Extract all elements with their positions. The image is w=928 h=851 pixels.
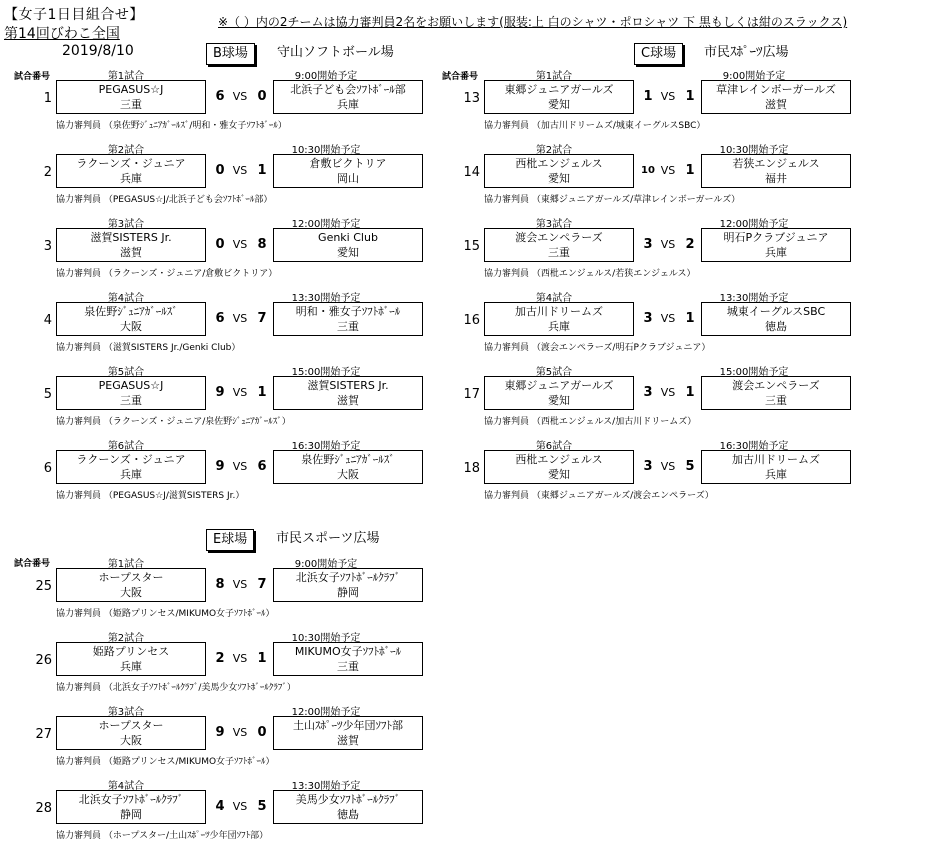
- referee-teams: 協力審判員 （泉佐野ｼﾞｭﾆｱｶﾞｰﾙｽﾞ/明和・雅女子ｿﾌﾄﾎﾞｰﾙ）: [56, 121, 287, 131]
- start-time: 15:00開始予定: [719, 367, 789, 378]
- game-number: 4: [43, 313, 52, 328]
- start-time: 10:30開始予定: [719, 145, 789, 156]
- referee-teams: 協力審判員 （姫路プリンセス/MIKUMO女子ｿﾌﾄﾎﾞｰﾙ）: [56, 757, 275, 767]
- home-team: [56, 450, 206, 484]
- game-number: 14: [463, 165, 480, 180]
- away-team: [273, 790, 423, 824]
- game-title: 第4試合: [107, 781, 145, 792]
- start-time: 16:30開始予定: [291, 441, 361, 452]
- away-team: [701, 228, 851, 262]
- home-team: [484, 80, 634, 114]
- team-name: 草津レインボーガールズ: [716, 83, 836, 96]
- home-score: 6: [215, 311, 225, 326]
- team-prefecture: 兵庫: [765, 246, 787, 259]
- referee-teams: 協力審判員 （西枇エンジェルス/若狭エンジェルス）: [484, 269, 696, 279]
- game-title: 第2試合: [107, 145, 145, 156]
- team-prefecture: 兵庫: [337, 98, 359, 111]
- game-block: [0, 703, 440, 777]
- team-prefecture: 大阪: [337, 468, 359, 481]
- team-prefecture: 滋賀: [337, 734, 359, 747]
- away-team: [273, 716, 423, 750]
- team-name: ラクーンズ・ジュニア: [76, 157, 186, 170]
- vs-label: VS: [232, 238, 248, 251]
- away-team: [273, 80, 423, 114]
- referee-teams: 協力審判員 （加古川ドリームズ/城東イーグルスSBC）: [484, 121, 706, 131]
- home-team: [484, 154, 634, 188]
- team-name: 渡会エンペラーズ: [515, 231, 603, 244]
- away-score: 1: [257, 385, 267, 400]
- team-name: 滋賀SISTERS Jr.: [90, 231, 172, 244]
- game-number: 13: [463, 91, 480, 106]
- game-number: 18: [463, 461, 480, 476]
- venue-name: 市民スポーツ広場: [276, 531, 380, 546]
- away-team: [273, 302, 423, 336]
- home-score: 9: [215, 725, 225, 740]
- away-score: 8: [257, 237, 267, 252]
- team-prefecture: 兵庫: [765, 468, 787, 481]
- game-number: 27: [35, 727, 52, 742]
- game-block: [428, 437, 868, 511]
- away-score: 2: [685, 237, 695, 252]
- game-title: 第4試合: [107, 293, 145, 304]
- home-score: 9: [215, 459, 225, 474]
- team-prefecture: 兵庫: [120, 468, 142, 481]
- game-block: [0, 363, 440, 437]
- home-score: 8: [215, 577, 225, 592]
- home-team: [484, 450, 634, 484]
- team-prefecture: 愛知: [548, 172, 570, 185]
- away-score: 6: [257, 459, 267, 474]
- game-block: [0, 215, 440, 289]
- start-time: 12:00開始予定: [719, 219, 789, 230]
- game-title: 第6試合: [535, 441, 573, 452]
- away-score: 1: [257, 651, 267, 666]
- vs-label: VS: [660, 238, 676, 251]
- team-name: 明石Pクラブジュニア: [723, 231, 829, 244]
- start-time: 10:30開始予定: [291, 633, 361, 644]
- game-title: 第6試合: [107, 441, 145, 452]
- home-team: [56, 302, 206, 336]
- referee-teams: 協力審判員 （渡会エンペラーズ/明石Pクラブジュニア）: [484, 343, 711, 353]
- game-block: [428, 141, 868, 215]
- away-score: 0: [257, 89, 267, 104]
- vs-label: VS: [232, 386, 248, 399]
- away-score: 0: [257, 725, 267, 740]
- referee-teams: 協力審判員 （西枇エンジェルス/加古川ドリームズ）: [484, 417, 697, 427]
- away-team: [273, 642, 423, 676]
- home-team: [56, 376, 206, 410]
- team-name: 倉敷ビクトリア: [309, 157, 387, 170]
- court-label: C球場: [634, 43, 683, 65]
- court-label: E球場: [206, 529, 254, 551]
- home-team: [56, 154, 206, 188]
- home-team: [56, 716, 206, 750]
- away-score: 1: [685, 89, 695, 104]
- away-score: 7: [257, 577, 267, 592]
- game-number: 2: [43, 165, 52, 180]
- court-label: B球場: [206, 43, 255, 65]
- away-team: [273, 154, 423, 188]
- home-score: 1: [643, 89, 653, 104]
- home-score: 3: [643, 459, 653, 474]
- team-name: 土山ｽﾎﾟｰﾂ少年団ｿﾌﾄ部: [293, 719, 403, 732]
- game-block: [428, 215, 868, 289]
- game-title: 第3試合: [107, 219, 145, 230]
- team-name: PEGASUS☆J: [98, 83, 164, 96]
- team-prefecture: 兵庫: [120, 660, 142, 673]
- home-team: [484, 228, 634, 262]
- team-name: 明和・雅女子ｿﾌﾄﾎﾞｰﾙ: [295, 305, 401, 318]
- game-block: [428, 67, 868, 141]
- game-title: 第5試合: [107, 367, 145, 378]
- team-prefecture: 愛知: [548, 394, 570, 407]
- start-time: 16:30開始予定: [719, 441, 789, 452]
- home-score: 4: [215, 799, 225, 814]
- home-score: 0: [215, 237, 225, 252]
- team-prefecture: 岡山: [337, 172, 359, 185]
- vs-label: VS: [232, 460, 248, 473]
- home-score: 2: [215, 651, 225, 666]
- start-time: 13:30開始予定: [291, 293, 361, 304]
- home-team: [56, 228, 206, 262]
- team-prefecture: 三重: [337, 320, 359, 333]
- away-team: [273, 450, 423, 484]
- team-prefecture: 徳島: [765, 320, 787, 333]
- game-number-header: 試合番号: [14, 559, 51, 569]
- team-prefecture: 三重: [548, 246, 570, 259]
- team-prefecture: 三重: [120, 394, 142, 407]
- team-name: ラクーンズ・ジュニア: [76, 453, 186, 466]
- referee-teams: 協力審判員 （ラクーンズ・ジュニア/泉佐野ｼﾞｭﾆｱｶﾞｰﾙｽﾞ）: [56, 417, 291, 427]
- game-title: 第1試合: [535, 71, 573, 82]
- team-prefecture: 大阪: [120, 586, 142, 599]
- game-block: [0, 629, 440, 703]
- game-number: 5: [43, 387, 52, 402]
- home-team: [56, 790, 206, 824]
- away-score: 5: [257, 799, 267, 814]
- vs-label: VS: [232, 312, 248, 325]
- away-score: 1: [685, 385, 695, 400]
- game-title: 第5試合: [535, 367, 573, 378]
- team-name: ホープスター: [98, 571, 164, 584]
- away-score: 1: [685, 311, 695, 326]
- vs-label: VS: [660, 90, 676, 103]
- game-title: 第4試合: [535, 293, 573, 304]
- team-prefecture: 三重: [765, 394, 787, 407]
- team-name: 北浜女子ｿﾌﾄﾎﾞｰﾙｸﾗﾌﾞ: [78, 793, 184, 806]
- home-score: 0: [215, 163, 225, 178]
- team-name: 若狭エンジェルス: [732, 157, 820, 170]
- game-title: 第2試合: [107, 633, 145, 644]
- start-time: 9:00開始予定: [294, 71, 358, 82]
- away-score: 1: [685, 163, 695, 178]
- team-name: 姫路プリンセス: [92, 645, 170, 658]
- vs-label: VS: [232, 652, 248, 665]
- team-prefecture: 愛知: [548, 468, 570, 481]
- team-name: 東郷ジュニアガールズ: [504, 379, 614, 392]
- home-score: 6: [215, 89, 225, 104]
- start-time: 13:30開始予定: [291, 781, 361, 792]
- team-name: PEGASUS☆J: [98, 379, 164, 392]
- team-prefecture: 滋賀: [120, 246, 142, 259]
- start-time: 12:00開始予定: [291, 707, 361, 718]
- vs-label: VS: [232, 800, 248, 813]
- away-team: [701, 376, 851, 410]
- referee-teams: 協力審判員 （PEGASUS☆J/滋賀SISTERS Jr.）: [56, 491, 245, 501]
- team-prefecture: 大阪: [120, 734, 142, 747]
- referee-teams: 協力審判員 （姫路プリンセス/MIKUMO女子ｿﾌﾄﾎﾞｰﾙ）: [56, 609, 275, 619]
- home-team: [484, 376, 634, 410]
- team-name: 加古川ドリームズ: [732, 453, 820, 466]
- team-prefecture: 愛知: [548, 98, 570, 111]
- home-team: [56, 80, 206, 114]
- team-prefecture: 静岡: [337, 586, 359, 599]
- game-number: 15: [463, 239, 480, 254]
- page-title: 【女子1日目組合せ】: [4, 7, 144, 23]
- venue-name: 守山ソフトボール場: [277, 45, 394, 60]
- team-prefecture: 滋賀: [337, 394, 359, 407]
- game-title: 第2試合: [535, 145, 573, 156]
- home-score: 3: [643, 311, 653, 326]
- team-name: 滋賀SISTERS Jr.: [307, 379, 389, 392]
- vs-label: VS: [660, 312, 676, 325]
- referee-teams: 協力審判員 （滋賀SISTERS Jr./Genki Club）: [56, 343, 241, 353]
- away-team: [273, 568, 423, 602]
- tournament-name: 第14回びわこ全国: [4, 26, 120, 42]
- team-name: 城東イーグルスSBC: [726, 305, 826, 318]
- away-score: 7: [257, 311, 267, 326]
- game-number: 17: [463, 387, 480, 402]
- home-team: [56, 642, 206, 676]
- team-prefecture: 三重: [337, 660, 359, 673]
- game-number: 3: [43, 239, 52, 254]
- game-number: 1: [43, 91, 52, 106]
- team-name: MIKUMO女子ｿﾌﾄﾎﾞｰﾙ: [294, 645, 402, 658]
- game-title: 第3試合: [535, 219, 573, 230]
- game-block: [0, 555, 440, 629]
- start-time: 12:00開始予定: [291, 219, 361, 230]
- team-name: 泉佐野ｼﾞｭﾆｱｶﾞｰﾙｽﾞ: [301, 453, 395, 466]
- team-prefecture: 三重: [120, 98, 142, 111]
- vs-label: VS: [660, 164, 676, 177]
- referee-teams: 協力審判員 （ラクーンズ・ジュニア/倉敷ビクトリア）: [56, 269, 278, 279]
- vs-label: VS: [232, 578, 248, 591]
- home-team: [484, 302, 634, 336]
- referee-notice: ※（ ）内の2チームは協力審判員2名をお願いします(服装:上 白のシャツ・ポロシャツ 下 黒もしくは紺のスラックス): [218, 15, 848, 29]
- game-title: 第1試合: [107, 559, 145, 570]
- vs-label: VS: [232, 726, 248, 739]
- away-team: [701, 450, 851, 484]
- away-score: 1: [257, 163, 267, 178]
- game-number-header: 試合番号: [442, 72, 479, 82]
- home-score: 10: [641, 165, 655, 176]
- team-prefecture: 福井: [765, 172, 787, 185]
- game-block: [0, 777, 440, 851]
- game-block: [0, 141, 440, 215]
- away-score: 5: [685, 459, 695, 474]
- game-block: [0, 289, 440, 363]
- home-score: 9: [215, 385, 225, 400]
- game-number: 6: [43, 461, 52, 476]
- team-prefecture: 徳島: [337, 808, 359, 821]
- start-time: 10:30開始予定: [291, 145, 361, 156]
- referee-teams: 協力審判員 （北浜女子ｿﾌﾄﾎﾞｰﾙｸﾗﾌﾞ/美馬少女ｿﾌﾄﾎﾞｰﾙｸﾗﾌﾞ）: [56, 683, 296, 693]
- game-title: 第1試合: [107, 71, 145, 82]
- home-score: 3: [643, 385, 653, 400]
- team-name: 泉佐野ｼﾞｭﾆｱｶﾞｰﾙｽﾞ: [84, 305, 178, 318]
- event-date: 2019/8/10: [62, 43, 134, 59]
- team-name: 西枇エンジェルス: [515, 453, 603, 466]
- team-name: Genki Club: [318, 231, 378, 244]
- start-time: 9:00開始予定: [294, 559, 358, 570]
- game-number-header: 試合番号: [14, 72, 51, 82]
- game-block: [428, 363, 868, 437]
- game-block: [428, 289, 868, 363]
- away-team: [701, 154, 851, 188]
- team-name: 渡会エンペラーズ: [732, 379, 820, 392]
- game-title: 第3試合: [107, 707, 145, 718]
- away-team: [701, 80, 851, 114]
- game-number: 28: [35, 801, 52, 816]
- team-prefecture: 大阪: [120, 320, 142, 333]
- game-number: 25: [35, 579, 52, 594]
- team-prefecture: 愛知: [337, 246, 359, 259]
- game-block: [0, 67, 440, 141]
- team-prefecture: 兵庫: [120, 172, 142, 185]
- team-name: ホープスター: [98, 719, 164, 732]
- team-name: 加古川ドリームズ: [515, 305, 603, 318]
- referee-teams: 協力審判員 （PEGASUS☆J/北浜子ども会ｿﾌﾄﾎﾞｰﾙ部）: [56, 195, 273, 205]
- team-prefecture: 兵庫: [548, 320, 570, 333]
- vs-label: VS: [232, 164, 248, 177]
- vs-label: VS: [660, 460, 676, 473]
- home-score: 3: [643, 237, 653, 252]
- team-prefecture: 静岡: [120, 808, 142, 821]
- game-number: 26: [35, 653, 52, 668]
- game-block: [0, 437, 440, 511]
- away-team: [701, 302, 851, 336]
- team-name: 北浜女子ｿﾌﾄﾎﾞｰﾙｸﾗﾌﾞ: [295, 571, 401, 584]
- start-time: 13:30開始予定: [719, 293, 789, 304]
- referee-teams: 協力審判員 （ホープスター/土山ｽﾎﾟｰﾂ少年団ｿﾌﾄ部）: [56, 831, 269, 841]
- start-time: 15:00開始予定: [291, 367, 361, 378]
- away-team: [273, 376, 423, 410]
- team-name: 東郷ジュニアガールズ: [504, 83, 614, 96]
- home-team: [56, 568, 206, 602]
- vs-label: VS: [660, 386, 676, 399]
- team-name: 美馬少女ｿﾌﾄﾎﾞｰﾙｸﾗﾌﾞ: [295, 793, 401, 806]
- team-prefecture: 滋賀: [765, 98, 787, 111]
- referee-teams: 協力審判員 （東郷ジュニアガールズ/渡会エンペラーズ）: [484, 491, 714, 501]
- away-team: [273, 228, 423, 262]
- venue-name: 市民ｽﾎﾟｰﾂ広場: [704, 45, 789, 60]
- game-number: 16: [463, 313, 480, 328]
- team-name: 西枇エンジェルス: [515, 157, 603, 170]
- referee-teams: 協力審判員 （東郷ジュニアガールズ/草津レインボーガールズ）: [484, 195, 741, 205]
- team-name: 北浜子ども会ｿﾌﾄﾎﾞｰﾙ部: [290, 83, 406, 96]
- vs-label: VS: [232, 90, 248, 103]
- start-time: 9:00開始予定: [722, 71, 786, 82]
